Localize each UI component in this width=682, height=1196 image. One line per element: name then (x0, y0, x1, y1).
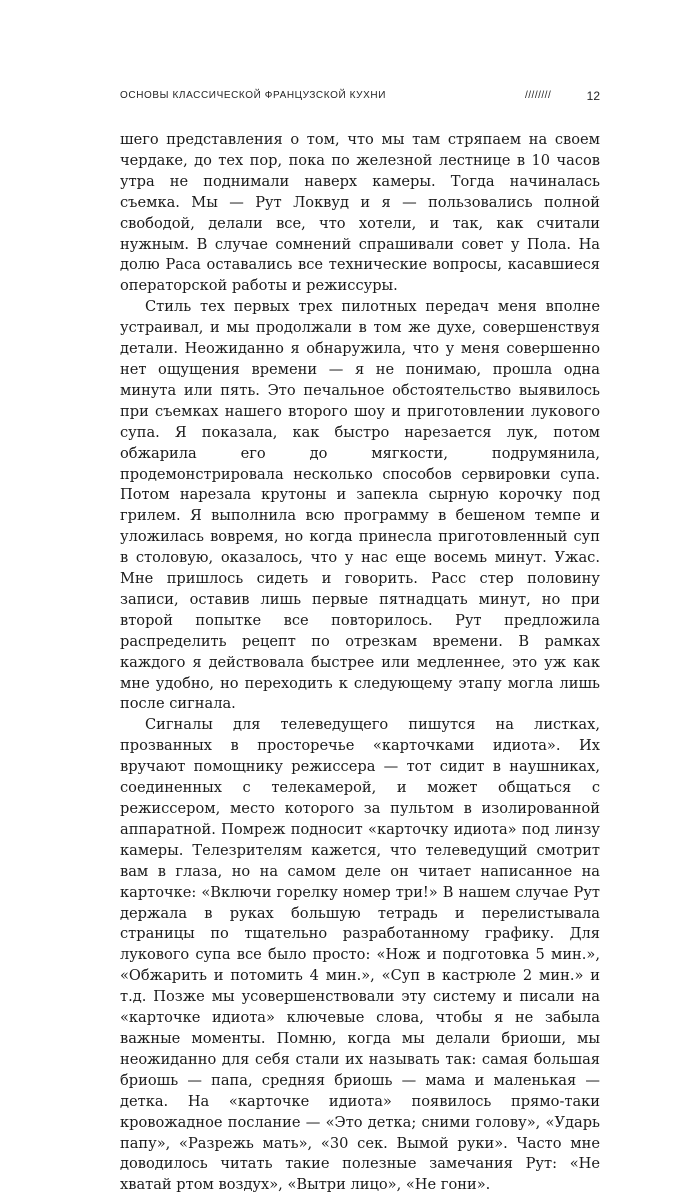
paragraph-3: Сигналы для телеведущего пишутся на листках, прозванных в просторечье «карточками идиота». Их вручают помощнику режиссера — тот сидит в наушниках, соединенных с телекамерой, и может общаться с режиссером, место которого за пультом в изолированной аппаратной. Помреж подносит «карточку идиота» под линзу камеры. Телезрителям кажется, что телеведущий смотрит вам в глаза, но на самом деле он читает написанное на карточке: «Включи горелку номер три!» В нашем случае Рут держала в руках большую тетрадь и перелистывала страницы по тщательно разработанному графику. Для лукового супа все было просто: «Нож и подготовка 5 мин.», «Обжарить и потомить 4 мин.», «Суп в кастрюле 2 мин.» и т.д. Позже мы усовершенствовали эту систему и писали на «карточке идиота» ключевые слова, чтобы я не забыла важные моменты. Помню, когда мы делали бриоши, мы неожиданно для себя стали их называть так: самая большая бриошь — папа, средняя бриошь — мама и маленькая — детка. На «карточке идиота» появилось прямо-таки кровожадное послание — «Это детка; сними голову», «Ударь папу», «Разрежь мать», «30 сек. Вымой руки». Часто мне доводилось читать такие полезные замечания Рут: «Не хватай ртом воздух», «Вытри лицо», «Не гони». (120, 716, 600, 1194)
page-number: 12 (586, 89, 600, 103)
running-header (120, 90, 600, 108)
book-title: ОСНОВЫ КЛАССИЧЕСКОЙ ФРАНЦУЗСКОЙ КУХНИ (120, 90, 386, 101)
body-text (120, 130, 600, 1196)
paragraph-1: шего представления о том, что мы там стряпаем на своем чердаке, до тех пор, пока по железной лестнице в 10 часов утра не поднимали наверх камеры. Тогда начиналась съемка. Мы — Рут Локвуд и я — пользовались полной свободой, делали все, что хотели, и так, как считали нужным. В случае сомнений спрашивали совет у Пола. На долю Раса оставались все технические вопросы, касавшиеся операторской работы и режиссуры. (120, 131, 600, 295)
decorative-slashes: //////// (525, 90, 552, 101)
paragraph-2: Стиль тех первых трех пилотных передач меня вполне устраивал, и мы продолжали в том же духе, совершенствуя детали. Неожиданно я обнаружила, что у меня совершенно нет ощущения времени — я не понимаю, прошла одна минута или пять. Это печальное обстоятельство выявилось при съемках нашего второго шоу и приготовлении лукового супа. Я показала, как быстро нарезается лук, потом обжарила его до мягкости, подрумянила, продемонстрировала несколько способов сервировки супа. Потом нарезала крутоны и запекла сырную корочку под грилем. Я выполнила всю программу в бешеном темпе и уложилась вовремя, но когда принесла приготовленный суп в столовую, оказалось, что у нас еще восемь минут. Ужас. Мне пришлось сидеть и говорить. Расс стер половину записи, оставив лишь первые пятнадцать минут, но при второй попытке все повторилось. Рут предложила распределить рецепт по отрезкам времени. В рамках каждого я действовала быстрее или медленнее, это уж как мне удобно, но переходить к следующему этапу могла лишь после сигнала. (120, 298, 600, 713)
